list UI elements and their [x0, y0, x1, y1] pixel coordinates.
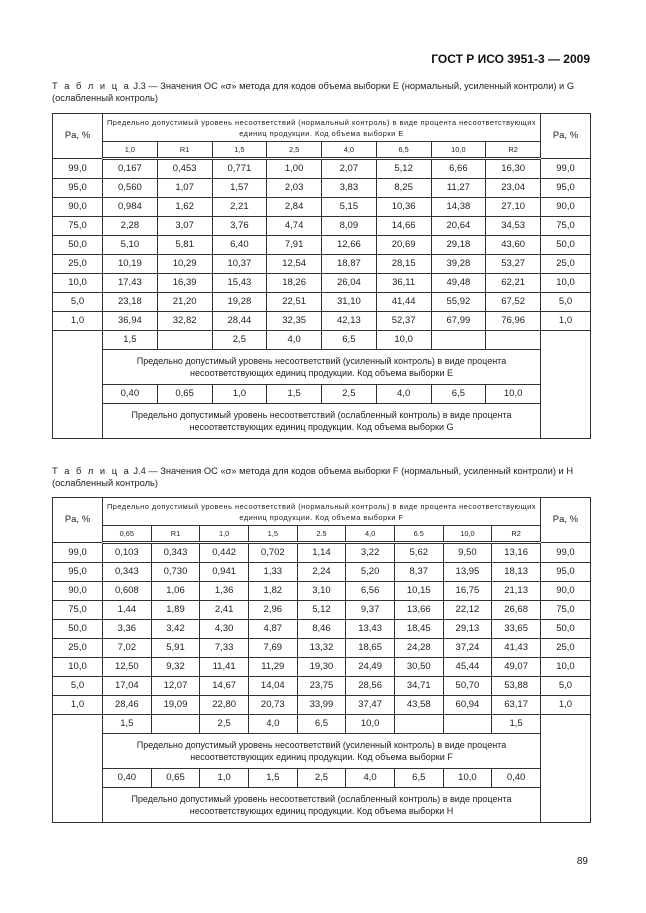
value-cell: 0,730	[151, 563, 200, 582]
tightened-value	[443, 715, 492, 734]
pa-cell: 95,0	[540, 563, 590, 582]
pa-cell: 90,0	[541, 198, 591, 217]
pa-cell: 5,0	[540, 677, 590, 696]
value-cell: 52,37	[376, 312, 431, 331]
table-row	[53, 236, 591, 255]
tightened-value	[486, 331, 541, 350]
code-cell: 1,0	[200, 526, 249, 543]
caption-text: J.3 — Значения ОС «σ» метода для кодов объема выборки E (нормальный, усиленный контроли) и G (ослабленный контроль)	[52, 81, 575, 103]
value-cell: 11,29	[248, 658, 297, 677]
tightened-value	[431, 331, 486, 350]
value-cell: 10,15	[394, 582, 443, 601]
code-row	[53, 142, 591, 159]
value-cell: 34,53	[486, 217, 541, 236]
pa-cell: 90,0	[540, 582, 590, 601]
value-cell: 1,07	[157, 179, 212, 198]
value-cell: 28,15	[376, 255, 431, 274]
code-cell: 2.5	[297, 526, 346, 543]
reduced-value: 1,0	[212, 385, 267, 404]
reduced-value: 6,5	[394, 769, 443, 788]
value-cell: 19,09	[151, 696, 200, 715]
value-cell: 9,37	[346, 601, 395, 620]
caption-text: J.4 — Значения ОС «σ» метода для кодов объема выборки F (нормальный, усиленный контроли) и H (ослабленный контроль)	[52, 466, 574, 488]
pa-cell: 99,0	[541, 159, 591, 179]
pa-cell: 25,0	[540, 639, 590, 658]
header-row	[53, 114, 591, 142]
table-row	[53, 274, 591, 293]
value-cell: 43,58	[394, 696, 443, 715]
tightened-value: 1,5	[103, 331, 158, 350]
value-cell: 3,36	[103, 620, 152, 639]
value-cell: 0,941	[200, 563, 249, 582]
page-number: 89	[576, 856, 588, 867]
tightened-values-row	[53, 715, 591, 734]
pa-cell: 50,0	[53, 620, 103, 639]
blank-cell	[53, 715, 103, 823]
value-cell: 5,81	[157, 236, 212, 255]
table-row	[53, 620, 591, 639]
reduced-note-row	[53, 788, 591, 823]
table-row	[53, 696, 591, 715]
value-cell: 28,46	[103, 696, 152, 715]
value-cell: 9,50	[443, 543, 492, 563]
value-cell: 1,14	[297, 543, 346, 563]
reduced-value: 4,0	[376, 385, 431, 404]
code-row	[53, 526, 591, 543]
pa-header: Pa, %	[541, 114, 591, 159]
value-cell: 20,69	[376, 236, 431, 255]
pa-cell: 1,0	[53, 696, 103, 715]
value-cell: 8,09	[322, 217, 377, 236]
table-row	[53, 543, 591, 563]
pa-cell: 75,0	[53, 217, 103, 236]
value-cell: 39,28	[431, 255, 486, 274]
value-cell: 14,66	[376, 217, 431, 236]
table-row	[53, 293, 591, 312]
code-cell: 1,5	[212, 142, 267, 159]
tightened-value	[157, 331, 212, 350]
value-cell: 23,18	[103, 293, 158, 312]
code-cell: 4,0	[322, 142, 377, 159]
value-cell: 33,99	[297, 696, 346, 715]
table-j3	[52, 113, 591, 439]
value-cell: 3,42	[151, 620, 200, 639]
pa-cell: 99,0	[540, 543, 590, 563]
pa-cell: 25,0	[53, 255, 103, 274]
value-cell: 0,771	[212, 159, 267, 179]
code-cell: R2	[486, 142, 541, 159]
value-cell: 22,80	[200, 696, 249, 715]
blank-cell	[541, 331, 591, 439]
value-cell: 0,702	[248, 543, 297, 563]
value-cell: 0,442	[200, 543, 249, 563]
value-cell: 2,28	[103, 217, 158, 236]
tightened-value: 6,5	[322, 331, 377, 350]
caption-prefix: Т а б л и ц а	[52, 466, 131, 476]
value-cell: 0,984	[103, 198, 158, 217]
code-cell: 4,0	[346, 526, 395, 543]
value-cell: 2,07	[322, 159, 377, 179]
table-row	[53, 563, 591, 582]
code-cell: 2,5	[267, 142, 322, 159]
tightened-value: 1,5	[492, 715, 541, 734]
reduced-note: Предельно допустимый уровень несоответствий (ослабленный контроль) в виде процента несоответствующих единиц продукции. Код объема выборки G	[103, 404, 541, 439]
reduced-value: 2,5	[297, 769, 346, 788]
table-row	[53, 255, 591, 274]
value-cell: 1,62	[157, 198, 212, 217]
value-cell: 0,453	[157, 159, 212, 179]
value-cell: 13,32	[297, 639, 346, 658]
value-cell: 18,65	[346, 639, 395, 658]
value-cell: 24,28	[394, 639, 443, 658]
code-cell: 1,0	[103, 142, 158, 159]
code-cell: 10,0	[443, 526, 492, 543]
value-cell: 14,04	[248, 677, 297, 696]
value-cell: 21,13	[492, 582, 541, 601]
reduced-value: 0,40	[103, 769, 152, 788]
value-cell: 22,12	[443, 601, 492, 620]
value-cell: 45,44	[443, 658, 492, 677]
pa-cell: 1,0	[541, 312, 591, 331]
value-cell: 6,56	[346, 582, 395, 601]
tightened-value: 4,0	[248, 715, 297, 734]
value-cell: 49,48	[431, 274, 486, 293]
value-cell: 1,89	[151, 601, 200, 620]
value-cell: 10,29	[157, 255, 212, 274]
value-cell: 12,54	[267, 255, 322, 274]
value-cell: 42,13	[322, 312, 377, 331]
value-cell: 13,95	[443, 563, 492, 582]
value-cell: 33,65	[492, 620, 541, 639]
tightened-values-row	[53, 331, 591, 350]
reduced-value: 0,65	[157, 385, 212, 404]
value-cell: 41,43	[492, 639, 541, 658]
value-cell: 21,20	[157, 293, 212, 312]
value-cell: 76,96	[486, 312, 541, 331]
value-cell: 17,04	[103, 677, 152, 696]
value-cell: 32,35	[267, 312, 322, 331]
table-row	[53, 159, 591, 179]
pa-cell: 75,0	[541, 217, 591, 236]
value-cell: 7,02	[103, 639, 152, 658]
reduced-value: 2,5	[322, 385, 377, 404]
pa-cell: 95,0	[53, 179, 103, 198]
table-row	[53, 601, 591, 620]
value-cell: 15,43	[212, 274, 267, 293]
pa-header: Pa, %	[53, 498, 103, 543]
value-cell: 1,44	[103, 601, 152, 620]
code-cell: 6,5	[376, 142, 431, 159]
value-cell: 23,04	[486, 179, 541, 198]
pa-cell: 75,0	[540, 601, 590, 620]
pa-cell: 10,0	[540, 658, 590, 677]
document-header: ГОСТ Р ИСО 3951-3 — 2009	[431, 52, 590, 66]
tightened-value: 2,5	[200, 715, 249, 734]
code-cell: 6.5	[394, 526, 443, 543]
blank-cell	[53, 331, 103, 439]
value-cell: 10,37	[212, 255, 267, 274]
value-cell: 67,99	[431, 312, 486, 331]
tightened-value: 1,5	[103, 715, 152, 734]
pa-cell: 1,0	[540, 696, 590, 715]
value-cell: 0,167	[103, 159, 158, 179]
value-cell: 1,00	[267, 159, 322, 179]
reduced-value: 10,0	[443, 769, 492, 788]
table-j4-caption	[52, 465, 592, 489]
pa-cell: 95,0	[53, 563, 103, 582]
pa-cell: 10,0	[541, 274, 591, 293]
value-cell: 18,26	[267, 274, 322, 293]
reduced-value: 0,40	[492, 769, 541, 788]
table-row	[53, 639, 591, 658]
value-cell: 60,94	[443, 696, 492, 715]
value-cell: 67,52	[486, 293, 541, 312]
value-cell: 18,13	[492, 563, 541, 582]
table-row	[53, 217, 591, 236]
value-cell: 5,12	[297, 601, 346, 620]
value-cell: 12,07	[151, 677, 200, 696]
tightened-note-row	[53, 350, 591, 385]
value-cell: 10,36	[376, 198, 431, 217]
table-row	[53, 312, 591, 331]
pa-cell: 95,0	[541, 179, 591, 198]
value-cell: 11,41	[200, 658, 249, 677]
value-cell: 12,66	[322, 236, 377, 255]
pa-cell: 1,0	[53, 312, 103, 331]
value-cell: 14,67	[200, 677, 249, 696]
value-cell: 36,94	[103, 312, 158, 331]
value-cell: 31,10	[322, 293, 377, 312]
table-row	[53, 582, 591, 601]
pa-cell: 50,0	[540, 620, 590, 639]
value-cell: 13,66	[394, 601, 443, 620]
reduced-value: 1,5	[248, 769, 297, 788]
value-cell: 16,30	[486, 159, 541, 179]
value-cell: 1,33	[248, 563, 297, 582]
value-cell: 10,19	[103, 255, 158, 274]
reduced-value: 0,40	[103, 385, 158, 404]
value-cell: 12,50	[103, 658, 152, 677]
tightened-value	[151, 715, 200, 734]
value-cell: 32,82	[157, 312, 212, 331]
reduced-values-row	[53, 769, 591, 788]
caption-prefix: Т а б л и ц а	[52, 81, 131, 91]
value-cell: 55,92	[431, 293, 486, 312]
value-cell: 28,44	[212, 312, 267, 331]
value-cell: 30,50	[394, 658, 443, 677]
value-cell: 2,84	[267, 198, 322, 217]
header-row	[53, 498, 591, 526]
value-cell: 14,38	[431, 198, 486, 217]
value-cell: 0,608	[103, 582, 152, 601]
value-cell: 0,343	[151, 543, 200, 563]
value-cell: 62,21	[486, 274, 541, 293]
pa-cell: 90,0	[53, 582, 103, 601]
code-cell: 0,65	[103, 526, 152, 543]
value-cell: 2,24	[297, 563, 346, 582]
value-cell: 9,32	[151, 658, 200, 677]
value-cell: 43,60	[486, 236, 541, 255]
value-cell: 1,82	[248, 582, 297, 601]
value-cell: 0,103	[103, 543, 152, 563]
value-cell: 20,64	[431, 217, 486, 236]
value-cell: 37,24	[443, 639, 492, 658]
tightened-value	[394, 715, 443, 734]
value-cell: 49,07	[492, 658, 541, 677]
pa-cell: 25,0	[53, 639, 103, 658]
value-cell: 3,10	[297, 582, 346, 601]
table-row	[53, 677, 591, 696]
value-cell: 53,88	[492, 677, 541, 696]
value-cell: 18,45	[394, 620, 443, 639]
value-cell: 17,43	[103, 274, 158, 293]
pa-cell: 5,0	[53, 677, 103, 696]
reduced-value: 10,0	[486, 385, 541, 404]
value-cell: 16,39	[157, 274, 212, 293]
code-cell: 10,0	[431, 142, 486, 159]
tightened-value: 2,5	[212, 331, 267, 350]
normal-control-header: Предельно допустимый уровень несоответствий (нормальный контроль) в виде процента несоответствующих единиц продукции. Код объема выборки F	[103, 498, 541, 526]
value-cell: 19,28	[212, 293, 267, 312]
value-cell: 8,46	[297, 620, 346, 639]
reduced-note: Предельно допустимый уровень несоответствий (ослабленный контроль) в виде процента несоответствующих единиц продукции. Код объема выборки H	[103, 788, 541, 823]
value-cell: 5,20	[346, 563, 395, 582]
value-cell: 8,25	[376, 179, 431, 198]
code-cell: 1,5	[248, 526, 297, 543]
reduced-value: 1,0	[200, 769, 249, 788]
tightened-value: 6,5	[297, 715, 346, 734]
pa-cell: 50,0	[53, 236, 103, 255]
value-cell: 29,13	[443, 620, 492, 639]
value-cell: 1,06	[151, 582, 200, 601]
value-cell: 23,75	[297, 677, 346, 696]
pa-cell: 75,0	[53, 601, 103, 620]
value-cell: 5,12	[376, 159, 431, 179]
value-cell: 4,74	[267, 217, 322, 236]
value-cell: 13,16	[492, 543, 541, 563]
value-cell: 53,27	[486, 255, 541, 274]
value-cell: 7,91	[267, 236, 322, 255]
reduced-note-row	[53, 404, 591, 439]
value-cell: 24,49	[346, 658, 395, 677]
value-cell: 0,560	[103, 179, 158, 198]
pa-cell: 10,0	[53, 274, 103, 293]
value-cell: 26,68	[492, 601, 541, 620]
table-row	[53, 198, 591, 217]
value-cell: 0,343	[103, 563, 152, 582]
value-cell: 5,15	[322, 198, 377, 217]
value-cell: 1,57	[212, 179, 267, 198]
value-cell: 18,87	[322, 255, 377, 274]
value-cell: 26,04	[322, 274, 377, 293]
value-cell: 11,27	[431, 179, 486, 198]
tightened-value: 10,0	[376, 331, 431, 350]
code-cell: R1	[151, 526, 200, 543]
value-cell: 34,71	[394, 677, 443, 696]
value-cell: 1,36	[200, 582, 249, 601]
value-cell: 6,40	[212, 236, 267, 255]
reduced-value: 4,0	[346, 769, 395, 788]
value-cell: 5,62	[394, 543, 443, 563]
pa-cell: 90,0	[53, 198, 103, 217]
pa-header: Pa, %	[53, 114, 103, 159]
reduced-value: 6,5	[431, 385, 486, 404]
value-cell: 16,75	[443, 582, 492, 601]
table-row	[53, 658, 591, 677]
value-cell: 5,10	[103, 236, 158, 255]
pa-cell: 50,0	[541, 236, 591, 255]
value-cell: 6,66	[431, 159, 486, 179]
value-cell: 28,56	[346, 677, 395, 696]
value-cell: 2,96	[248, 601, 297, 620]
value-cell: 27,10	[486, 198, 541, 217]
value-cell: 50,70	[443, 677, 492, 696]
code-cell: R1	[157, 142, 212, 159]
pa-cell: 10,0	[53, 658, 103, 677]
pa-cell: 25,0	[541, 255, 591, 274]
table-row	[53, 179, 591, 198]
value-cell: 19,30	[297, 658, 346, 677]
tightened-value: 10,0	[346, 715, 395, 734]
pa-header: Pa, %	[540, 498, 590, 543]
value-cell: 20,73	[248, 696, 297, 715]
value-cell: 4,30	[200, 620, 249, 639]
tightened-value: 4,0	[267, 331, 322, 350]
tightened-note-row	[53, 734, 591, 769]
reduced-value: 1,5	[267, 385, 322, 404]
reduced-values-row	[53, 385, 591, 404]
code-cell: R2	[492, 526, 541, 543]
value-cell: 5,91	[151, 639, 200, 658]
value-cell: 2,41	[200, 601, 249, 620]
value-cell: 3,07	[157, 217, 212, 236]
tightened-note: Предельно допустимый уровень несоответствий (усиленный контроль) в виде процента несоответствующих единиц продукции. Код объема выборки E	[103, 350, 541, 385]
value-cell: 8,37	[394, 563, 443, 582]
value-cell: 13,43	[346, 620, 395, 639]
tightened-note: Предельно допустимый уровень несоответствий (усиленный контроль) в виде процента несоответствующих единиц продукции. Код объема выборки F	[103, 734, 541, 769]
pa-cell: 5,0	[53, 293, 103, 312]
reduced-value: 0,65	[151, 769, 200, 788]
blank-cell	[540, 715, 590, 823]
value-cell: 29,18	[431, 236, 486, 255]
value-cell: 7,69	[248, 639, 297, 658]
value-cell: 63,17	[492, 696, 541, 715]
value-cell: 3,22	[346, 543, 395, 563]
normal-control-header: Предельно допустимый уровень несоответствий (нормальный контроль) в виде процента несоответствующих единиц продукции. Код объема выборки E	[103, 114, 541, 142]
value-cell: 37,47	[346, 696, 395, 715]
pa-cell: 99,0	[53, 543, 103, 563]
pa-cell: 99,0	[53, 159, 103, 179]
table-j4	[52, 497, 591, 823]
value-cell: 4,87	[248, 620, 297, 639]
value-cell: 2,21	[212, 198, 267, 217]
value-cell: 2,03	[267, 179, 322, 198]
pa-cell: 5,0	[541, 293, 591, 312]
value-cell: 36,11	[376, 274, 431, 293]
value-cell: 7,33	[200, 639, 249, 658]
value-cell: 41,44	[376, 293, 431, 312]
value-cell: 3,76	[212, 217, 267, 236]
table-j3-caption	[52, 80, 592, 104]
value-cell: 3,83	[322, 179, 377, 198]
value-cell: 22,51	[267, 293, 322, 312]
